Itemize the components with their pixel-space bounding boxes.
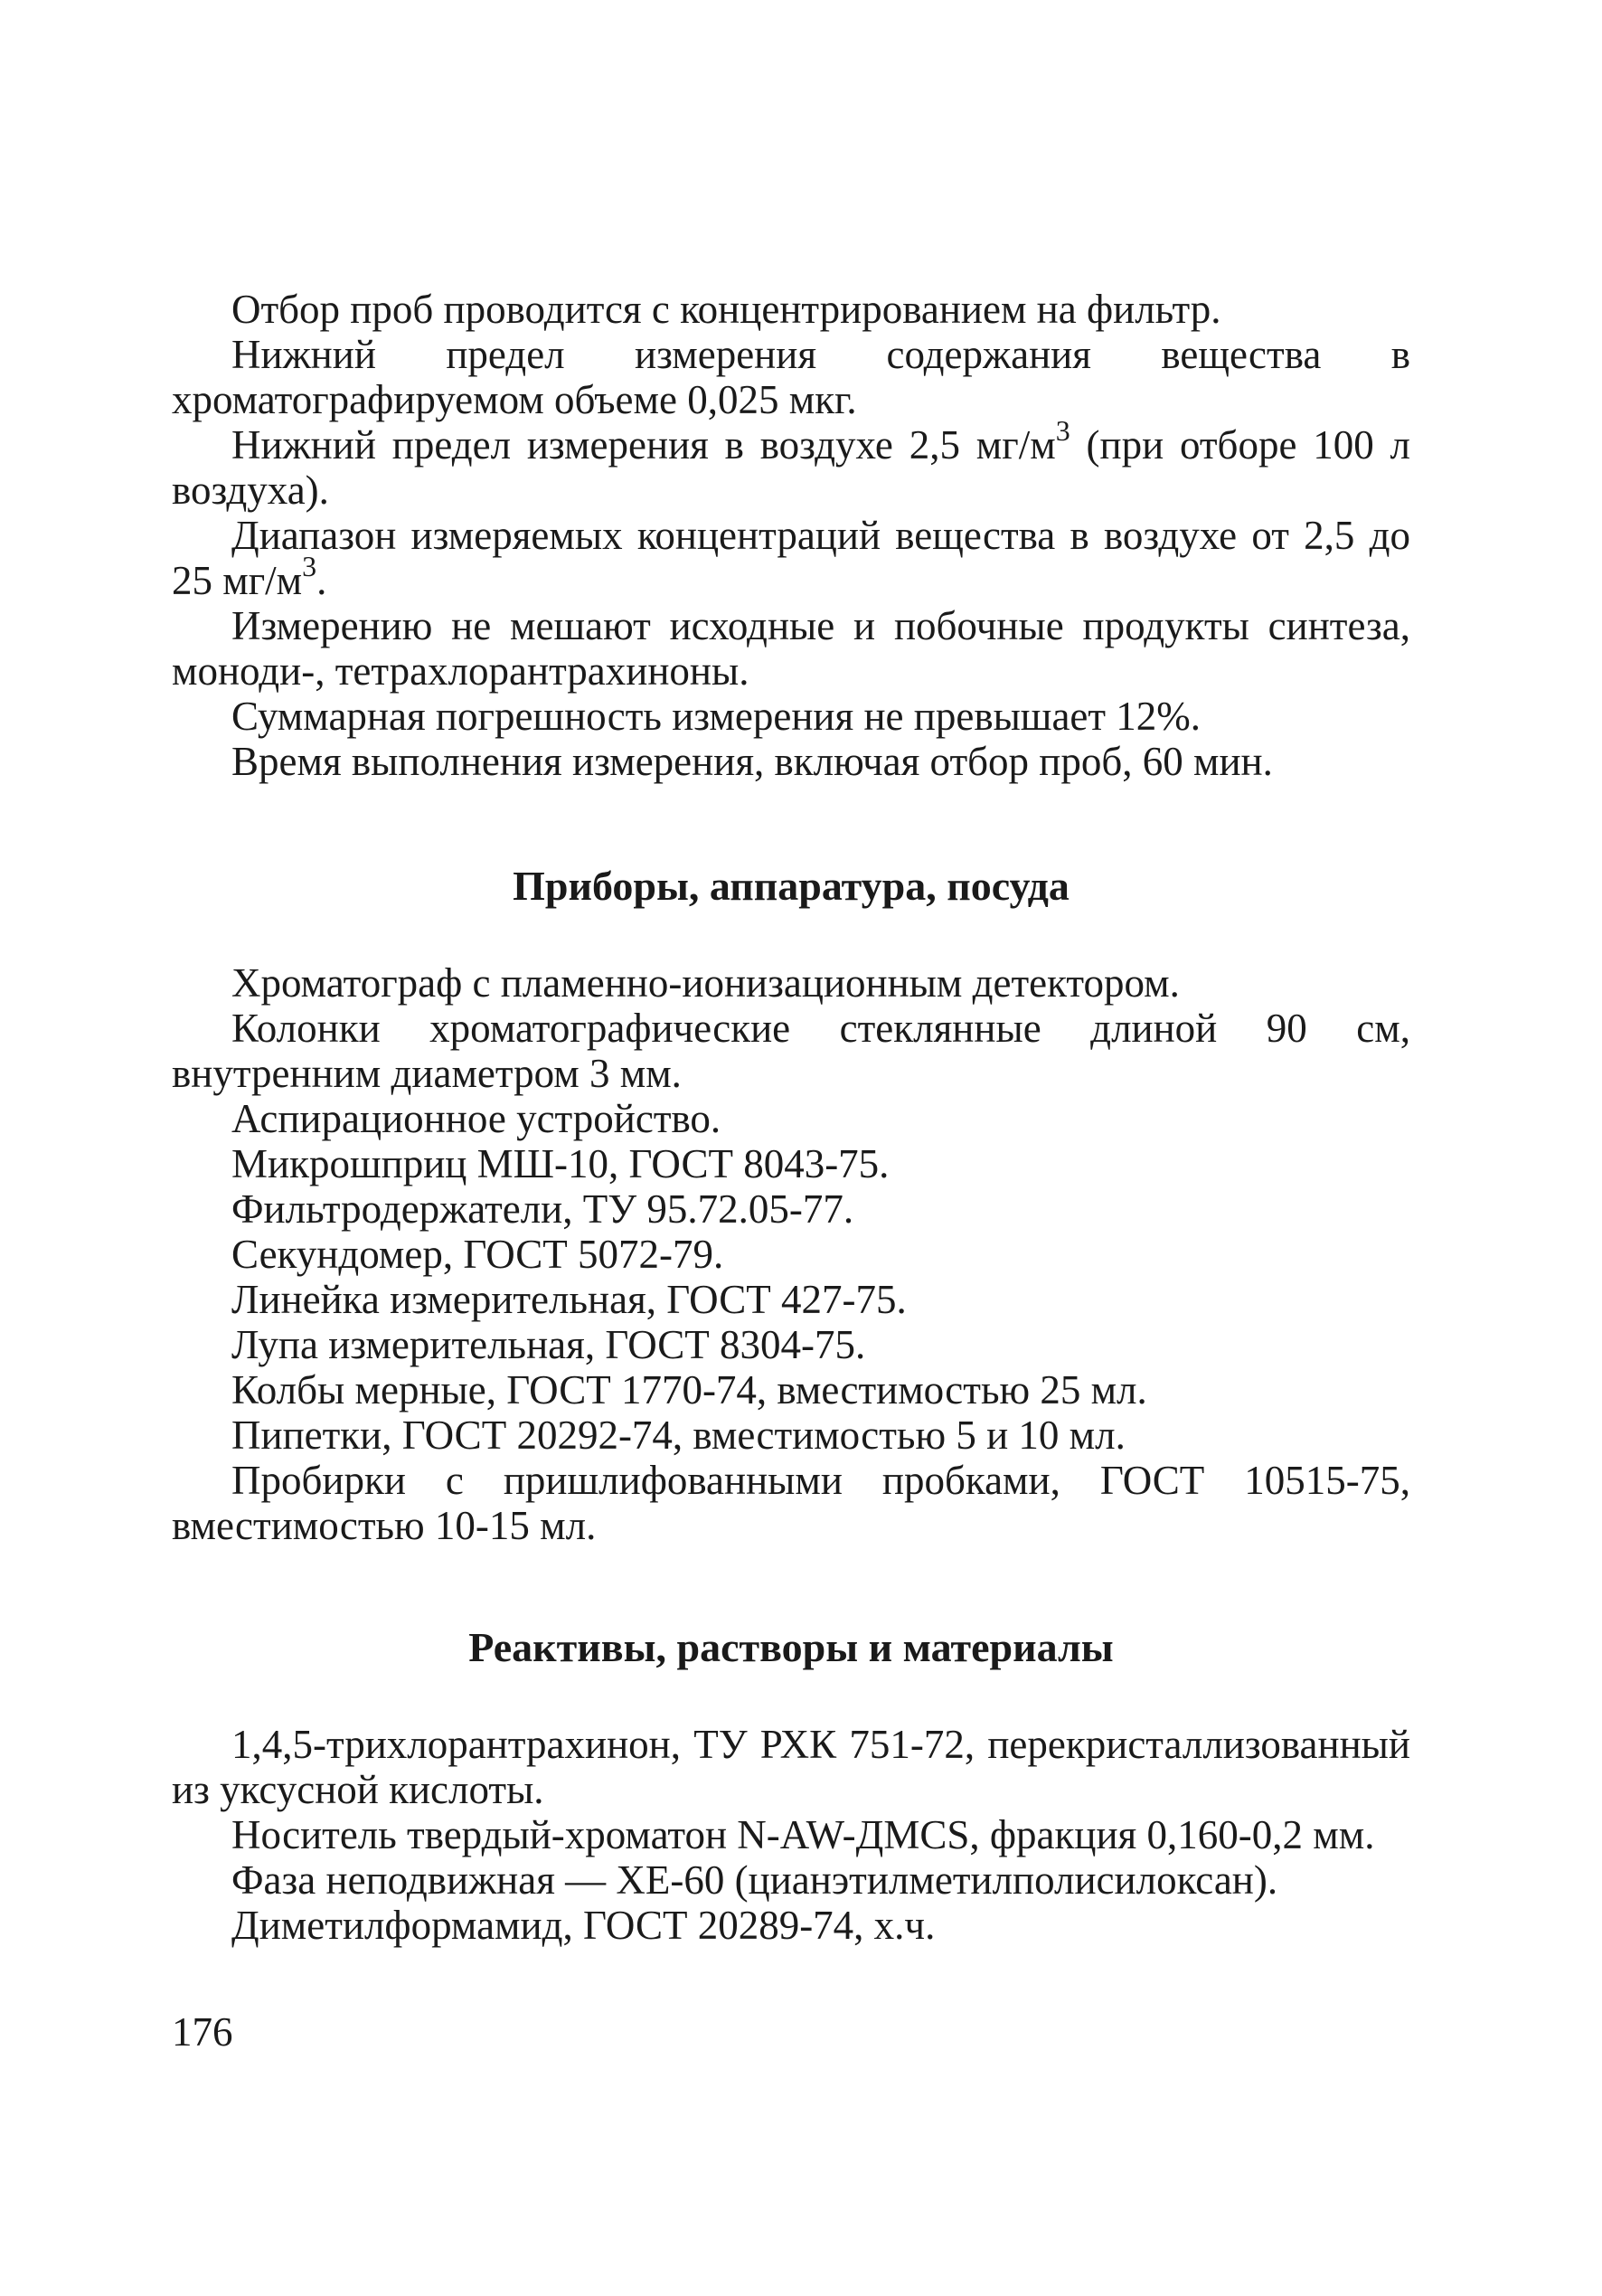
equipment-item: Фильтродержатели, ТУ 95.72.05-77. [231,1186,854,1232]
heading-equipment: Приборы, аппаратура, посуда [513,863,1070,909]
equipment-item: Колбы мерные, ГОСТ 1770-74, вместимостью 25 мл. [231,1367,1147,1413]
reagent-item: Диметилформамид, ГОСТ 20289-74, х.ч. [231,1903,936,1948]
superscript-3: 3 [302,550,317,582]
paragraph-lower-limit-sample: Нижний предел измерения содержания вещества в хроматографируемом объеме 0,025 мкг. [172,332,1410,422]
equipment-item: Лупа измерительная, ГОСТ 8304-75. [231,1322,866,1367]
superscript-3: 3 [1055,414,1070,447]
paragraph-error: Суммарная погрешность измерения не превышает 12%. [231,694,1202,739]
reagent-item: 1,4,5-трихлорантрахинон, ТУ РХК 751-72, перекристаллизованный из уксусной кислоты. [172,1722,1410,1812]
equipment-item: Секундомер, ГОСТ 5072-79. [231,1232,724,1277]
reagents-list [172,1722,1410,1948]
paragraph-lower-limit-air [172,414,1411,513]
paragraph-range [172,513,1410,603]
intro-section [172,287,1410,784]
lower-limit-air-text: Нижний предел измерения в воздухе 2,5 мг/м [231,422,1056,468]
equipment-item: Пробирки с пришлифованными пробками, ГОСТ 10515-75, вместимостью 10-15 мл. [172,1458,1410,1548]
range-tail: . [316,558,327,603]
reagent-item: Фаза неподвижная — ХЕ-60 (цианэтилметилполисилоксан). [231,1857,1278,1903]
equipment-item: Микрошприц МШ-10, ГОСТ 8043-75. [231,1141,890,1186]
equipment-item: Колонки хроматографические стеклянные длиной 90 см, внутренним диаметром 3 мм. [172,1006,1410,1096]
equipment-item: Пипетки, ГОСТ 20292-74, вместимостью 5 и 10 мл. [231,1413,1126,1458]
page-number: 176 [172,2009,233,2055]
lower-limit-air-tail: (при отборе 100 л воздуха). [172,422,1411,513]
heading-reagents: Реактивы, растворы и материалы [468,1624,1114,1670]
equipment-item: Линейка измерительная, ГОСТ 427-75. [231,1277,907,1322]
paragraph-duration: Время выполнения измерения, включая отбор проб, 60 мин. [231,739,1273,784]
equipment-list [172,960,1410,1548]
equipment-item: Хроматограф с пламенно-ионизационным детектором. [231,960,1180,1006]
paragraph-interference: Измерению не мешают исходные и побочные продукты синтеза, моноди-, тетрахлорантрахиноны. [172,603,1410,694]
paragraph-sampling: Отбор проб проводится с концентрированием на фильтр. [231,287,1221,332]
reagent-item: Носитель твердый-хроматон N-AW-ДМCS, фракция 0,160-0,2 мм. [231,1812,1375,1857]
equipment-item: Аспирационное устройство. [231,1096,721,1141]
range-text: Диапазон измеряемых концентраций вещества в воздухе от 2,5 до 25 мг/м [172,513,1410,603]
